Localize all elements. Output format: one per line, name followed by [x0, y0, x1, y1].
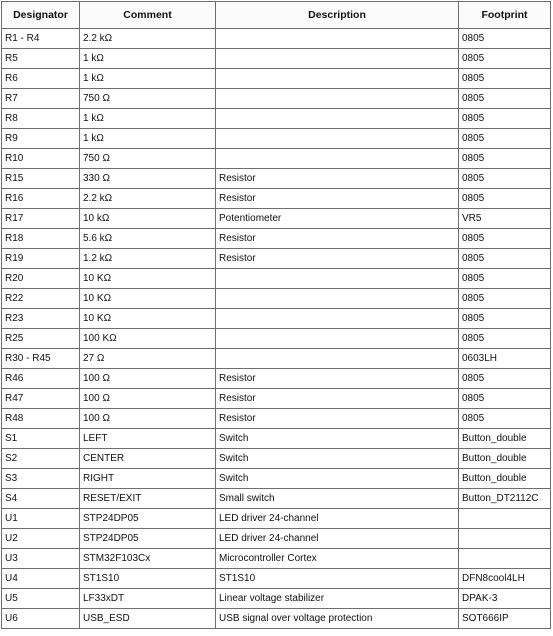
description-cell — [216, 349, 459, 369]
table-row — [2, 429, 551, 449]
table-row — [2, 349, 551, 369]
footprint-cell: 0805 — [459, 229, 551, 249]
comment-cell: USB_ESD — [80, 609, 216, 629]
footprint-cell: 0805 — [459, 69, 551, 89]
designator-cell: R48 — [2, 409, 80, 429]
footprint-cell: DFN8cool4LH — [459, 569, 551, 589]
footprint-cell: 0805 — [459, 369, 551, 389]
designator-cell: R22 — [2, 289, 80, 309]
table-row — [2, 549, 551, 569]
table-row — [2, 469, 551, 489]
description-cell: ST1S10 — [216, 569, 459, 589]
header-comment: Comment — [80, 2, 216, 29]
designator-cell: S3 — [2, 469, 80, 489]
table-row — [2, 369, 551, 389]
designator-cell: U3 — [2, 549, 80, 569]
footprint-cell: 0805 — [459, 389, 551, 409]
description-cell — [216, 269, 459, 289]
footprint-cell — [459, 549, 551, 569]
description-cell — [216, 69, 459, 89]
bill-of-materials-table — [1, 1, 551, 629]
table-row — [2, 329, 551, 349]
designator-cell: R46 — [2, 369, 80, 389]
footprint-cell: Button_DT2112C — [459, 489, 551, 509]
footprint-cell: 0805 — [459, 329, 551, 349]
designator-cell: R17 — [2, 209, 80, 229]
table-body — [2, 29, 551, 629]
designator-cell: R47 — [2, 389, 80, 409]
comment-cell: 10 kΩ — [80, 209, 216, 229]
designator-cell: U2 — [2, 529, 80, 549]
designator-cell: R16 — [2, 189, 80, 209]
comment-cell: LEFT — [80, 429, 216, 449]
description-cell: Linear voltage stabilizer — [216, 589, 459, 609]
table-header-row — [2, 2, 551, 29]
designator-cell: S2 — [2, 449, 80, 469]
comment-cell: 1 kΩ — [80, 109, 216, 129]
comment-cell: 2.2 kΩ — [80, 189, 216, 209]
description-cell — [216, 29, 459, 49]
table-row — [2, 409, 551, 429]
comment-cell: 10 KΩ — [80, 269, 216, 289]
footprint-cell — [459, 529, 551, 549]
comment-cell: LF33xDT — [80, 589, 216, 609]
table-row — [2, 489, 551, 509]
description-cell: Resistor — [216, 229, 459, 249]
footprint-cell: DPAK-3 — [459, 589, 551, 609]
comment-cell: 100 Ω — [80, 369, 216, 389]
designator-cell: S4 — [2, 489, 80, 509]
table-row — [2, 189, 551, 209]
table-row — [2, 309, 551, 329]
table-row — [2, 249, 551, 269]
designator-cell: S1 — [2, 429, 80, 449]
description-cell: LED driver 24-channel — [216, 509, 459, 529]
comment-cell: 1.2 kΩ — [80, 249, 216, 269]
footprint-cell: Button_double — [459, 449, 551, 469]
table-row — [2, 529, 551, 549]
bom-table-container — [1, 1, 551, 629]
footprint-cell: 0805 — [459, 89, 551, 109]
table-row — [2, 289, 551, 309]
table-row — [2, 609, 551, 629]
comment-cell: CENTER — [80, 449, 216, 469]
table-row — [2, 129, 551, 149]
footprint-cell: 0805 — [459, 169, 551, 189]
footprint-cell: Button_double — [459, 429, 551, 449]
designator-cell: R6 — [2, 69, 80, 89]
table-row — [2, 209, 551, 229]
designator-cell: R23 — [2, 309, 80, 329]
footprint-cell: 0805 — [459, 109, 551, 129]
description-cell: Switch — [216, 429, 459, 449]
table-row — [2, 69, 551, 89]
table-row — [2, 29, 551, 49]
table-row — [2, 89, 551, 109]
footprint-cell: 0805 — [459, 149, 551, 169]
designator-cell: R8 — [2, 109, 80, 129]
designator-cell: R10 — [2, 149, 80, 169]
footprint-cell: 0805 — [459, 289, 551, 309]
comment-cell: RESET/EXIT — [80, 489, 216, 509]
description-cell — [216, 289, 459, 309]
designator-cell: U5 — [2, 589, 80, 609]
designator-cell: R25 — [2, 329, 80, 349]
designator-cell: R19 — [2, 249, 80, 269]
comment-cell: 27 Ω — [80, 349, 216, 369]
description-cell: Small switch — [216, 489, 459, 509]
table-row — [2, 49, 551, 69]
description-cell: Switch — [216, 469, 459, 489]
designator-cell: R18 — [2, 229, 80, 249]
description-cell — [216, 49, 459, 69]
table-row — [2, 169, 551, 189]
description-cell — [216, 309, 459, 329]
designator-cell: R9 — [2, 129, 80, 149]
designator-cell: U1 — [2, 509, 80, 529]
footprint-cell: 0805 — [459, 49, 551, 69]
comment-cell: 100 Ω — [80, 409, 216, 429]
comment-cell: 1 kΩ — [80, 49, 216, 69]
description-cell — [216, 89, 459, 109]
designator-cell: R30 - R45 — [2, 349, 80, 369]
footprint-cell — [459, 509, 551, 529]
table-row — [2, 569, 551, 589]
designator-cell: R15 — [2, 169, 80, 189]
designator-cell: R1 - R4 — [2, 29, 80, 49]
designator-cell: R7 — [2, 89, 80, 109]
comment-cell: 10 KΩ — [80, 309, 216, 329]
description-cell: Resistor — [216, 389, 459, 409]
footprint-cell: 0805 — [459, 189, 551, 209]
footprint-cell: 0603LH — [459, 349, 551, 369]
description-cell: Resistor — [216, 169, 459, 189]
comment-cell: 10 KΩ — [80, 289, 216, 309]
header-description: Description — [216, 2, 459, 29]
footprint-cell: 0805 — [459, 29, 551, 49]
table-row — [2, 269, 551, 289]
comment-cell: 100 KΩ — [80, 329, 216, 349]
comment-cell: 330 Ω — [80, 169, 216, 189]
description-cell: Resistor — [216, 249, 459, 269]
comment-cell: 100 Ω — [80, 389, 216, 409]
table-row — [2, 149, 551, 169]
description-cell — [216, 129, 459, 149]
comment-cell: 750 Ω — [80, 89, 216, 109]
description-cell — [216, 109, 459, 129]
table-row — [2, 449, 551, 469]
header-designator: Designator — [2, 2, 80, 29]
comment-cell: 5.6 kΩ — [80, 229, 216, 249]
footprint-cell: Button_double — [459, 469, 551, 489]
designator-cell: U6 — [2, 609, 80, 629]
table-row — [2, 509, 551, 529]
comment-cell: 1 kΩ — [80, 69, 216, 89]
table-row — [2, 389, 551, 409]
footprint-cell: 0805 — [459, 309, 551, 329]
designator-cell: R5 — [2, 49, 80, 69]
footprint-cell: VR5 — [459, 209, 551, 229]
description-cell: Microcontroller Cortex — [216, 549, 459, 569]
comment-cell: STP24DP05 — [80, 529, 216, 549]
description-cell: LED driver 24-channel — [216, 529, 459, 549]
footprint-cell: 0805 — [459, 409, 551, 429]
comment-cell: 2.2 kΩ — [80, 29, 216, 49]
description-cell: Resistor — [216, 369, 459, 389]
description-cell: Potentiometer — [216, 209, 459, 229]
description-cell: Resistor — [216, 189, 459, 209]
footprint-cell: 0805 — [459, 269, 551, 289]
comment-cell: 1 kΩ — [80, 129, 216, 149]
footprint-cell: 0805 — [459, 129, 551, 149]
footprint-cell: SOT666IP — [459, 609, 551, 629]
comment-cell: 750 Ω — [80, 149, 216, 169]
description-cell: Resistor — [216, 409, 459, 429]
description-cell — [216, 149, 459, 169]
table-row — [2, 109, 551, 129]
description-cell: USB signal over voltage protection — [216, 609, 459, 629]
table-row — [2, 589, 551, 609]
comment-cell: ST1S10 — [80, 569, 216, 589]
description-cell: Switch — [216, 449, 459, 469]
footprint-cell: 0805 — [459, 249, 551, 269]
designator-cell: R20 — [2, 269, 80, 289]
comment-cell: STM32F103Cx — [80, 549, 216, 569]
header-footprint: Footprint — [459, 2, 551, 29]
comment-cell: RIGHT — [80, 469, 216, 489]
description-cell — [216, 329, 459, 349]
designator-cell: U4 — [2, 569, 80, 589]
table-row — [2, 229, 551, 249]
comment-cell: STP24DP05 — [80, 509, 216, 529]
